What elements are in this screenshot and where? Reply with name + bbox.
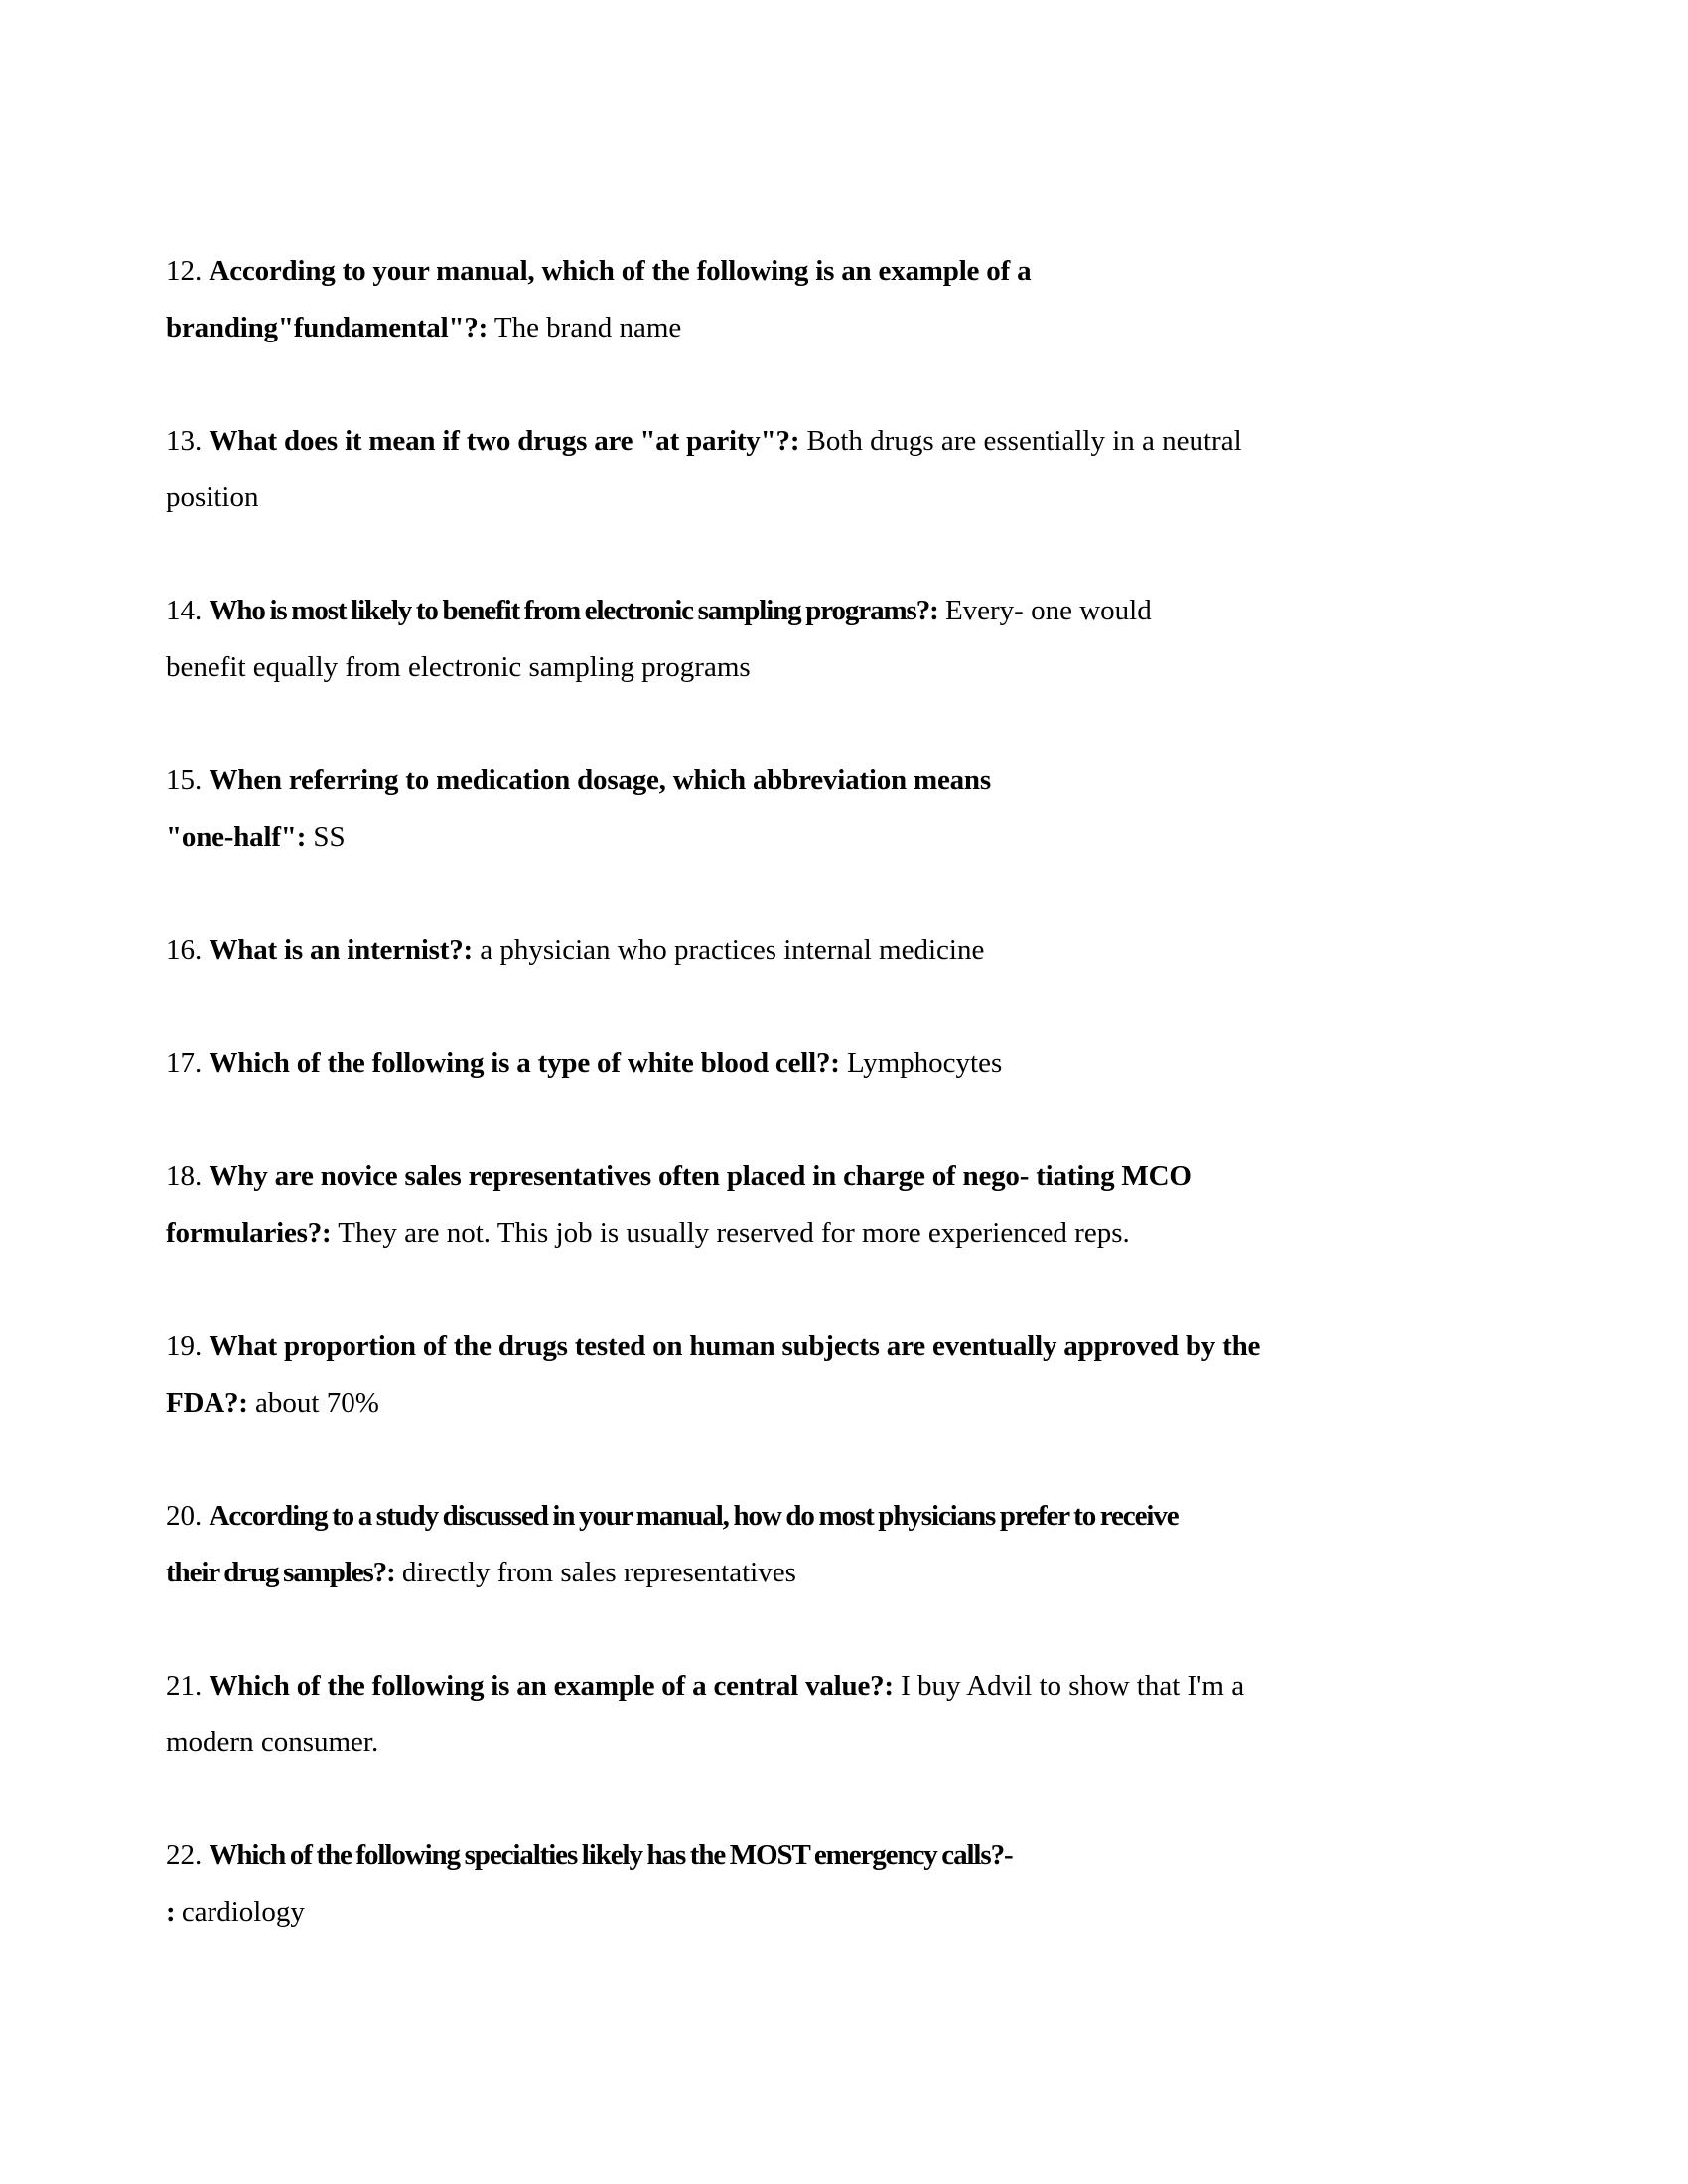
- question-text: When referring to medication dosage, which abbreviation means: [209, 764, 991, 796]
- text-line: [166, 1828, 1477, 1884]
- text-line: [166, 922, 1477, 979]
- text-line: [166, 1714, 1477, 1771]
- question-text: FDA?:: [166, 1387, 248, 1419]
- text-line: [166, 583, 1477, 639]
- answer-text: modern consumer.: [166, 1726, 379, 1758]
- answer-text: a physician who practices internal medicine: [472, 934, 985, 966]
- item-number: 22.: [166, 1840, 210, 1871]
- question-text: Which of the following specialties likely has the MOST emergency calls?-: [209, 1840, 1013, 1871]
- item-number: 12.: [166, 255, 210, 287]
- item-number: 20.: [166, 1500, 210, 1532]
- question-text: Which of the following is an example of a central value?:: [209, 1670, 894, 1702]
- question-text: Who is most likely to benefit from electronic sampling programs?:: [209, 595, 938, 626]
- answer-text: benefit equally from electronic sampling programs: [166, 651, 751, 683]
- qa-item-21: [166, 1658, 1477, 1771]
- answer-text: The brand name: [488, 312, 682, 343]
- answer-text: position: [166, 481, 259, 513]
- text-line: [166, 752, 1477, 809]
- answer-text: SS: [306, 821, 346, 853]
- qa-item-20: [166, 1488, 1477, 1601]
- text-line: [166, 300, 1477, 356]
- text-line: [166, 413, 1477, 470]
- item-number: 13.: [166, 425, 210, 457]
- qa-item-12: [166, 243, 1477, 356]
- item-number: 17.: [166, 1047, 210, 1079]
- qa-item-22: [166, 1828, 1477, 1941]
- answer-text: directly from sales representatives: [394, 1557, 796, 1588]
- answer-text: cardiology: [174, 1896, 305, 1928]
- text-line: [166, 1545, 1477, 1601]
- qa-item-15: [166, 752, 1477, 866]
- question-text: their drug samples?:: [166, 1557, 395, 1588]
- qa-item-16: [166, 922, 1477, 979]
- question-text: Which of the following is a type of white blood cell?:: [209, 1047, 840, 1079]
- item-number: 16.: [166, 934, 210, 966]
- qa-item-17: [166, 1035, 1477, 1092]
- answer-text: Both drugs are essentially in a neutral: [799, 425, 1242, 457]
- qa-item-18: [166, 1149, 1477, 1262]
- item-number: 19.: [166, 1330, 210, 1362]
- text-line: [166, 1205, 1477, 1262]
- question-text: According to your manual, which of the following is an example of a: [209, 255, 1032, 287]
- text-line: [166, 470, 1477, 526]
- answer-text: I buy Advil to show that I'm a: [893, 1670, 1245, 1702]
- item-number: 14.: [166, 595, 210, 626]
- item-number: 18.: [166, 1160, 210, 1192]
- question-text: formularies?:: [166, 1217, 332, 1249]
- text-line: [166, 1488, 1477, 1545]
- question-text: branding"fundamental"?:: [166, 312, 489, 343]
- text-line: [166, 639, 1477, 696]
- qa-item-13: [166, 413, 1477, 526]
- text-line: [166, 809, 1477, 866]
- answer-text: Every- one would: [937, 595, 1152, 626]
- answer-text: about 70%: [247, 1387, 379, 1419]
- text-line: [166, 1884, 1477, 1941]
- question-text: According to a study discussed in your manual, how do most physicians prefer to receive: [209, 1500, 1179, 1532]
- text-line: [166, 1658, 1477, 1714]
- answer-text: They are not. This job is usually reserved for more experienced reps.: [331, 1217, 1130, 1249]
- answer-text: Lymphocytes: [839, 1047, 1003, 1079]
- qa-item-19: [166, 1318, 1477, 1432]
- question-text: Why are novice sales representatives often placed in charge of nego- tiating MCO: [209, 1160, 1192, 1192]
- item-number: 15.: [166, 764, 210, 796]
- item-number: 21.: [166, 1670, 210, 1702]
- question-text: What does it mean if two drugs are "at parity"?:: [209, 425, 800, 457]
- text-line: [166, 1035, 1477, 1092]
- text-line: [166, 1375, 1477, 1432]
- qa-list: [166, 243, 1477, 1941]
- text-line: [166, 1149, 1477, 1205]
- question-text: What is an internist?:: [209, 934, 473, 966]
- qa-item-14: [166, 583, 1477, 696]
- text-line: [166, 1318, 1477, 1375]
- question-text: What proportion of the drugs tested on human subjects are eventually approved by the: [209, 1330, 1261, 1362]
- question-text: :: [166, 1896, 175, 1928]
- question-text: "one-half":: [166, 821, 307, 853]
- text-line: [166, 243, 1477, 300]
